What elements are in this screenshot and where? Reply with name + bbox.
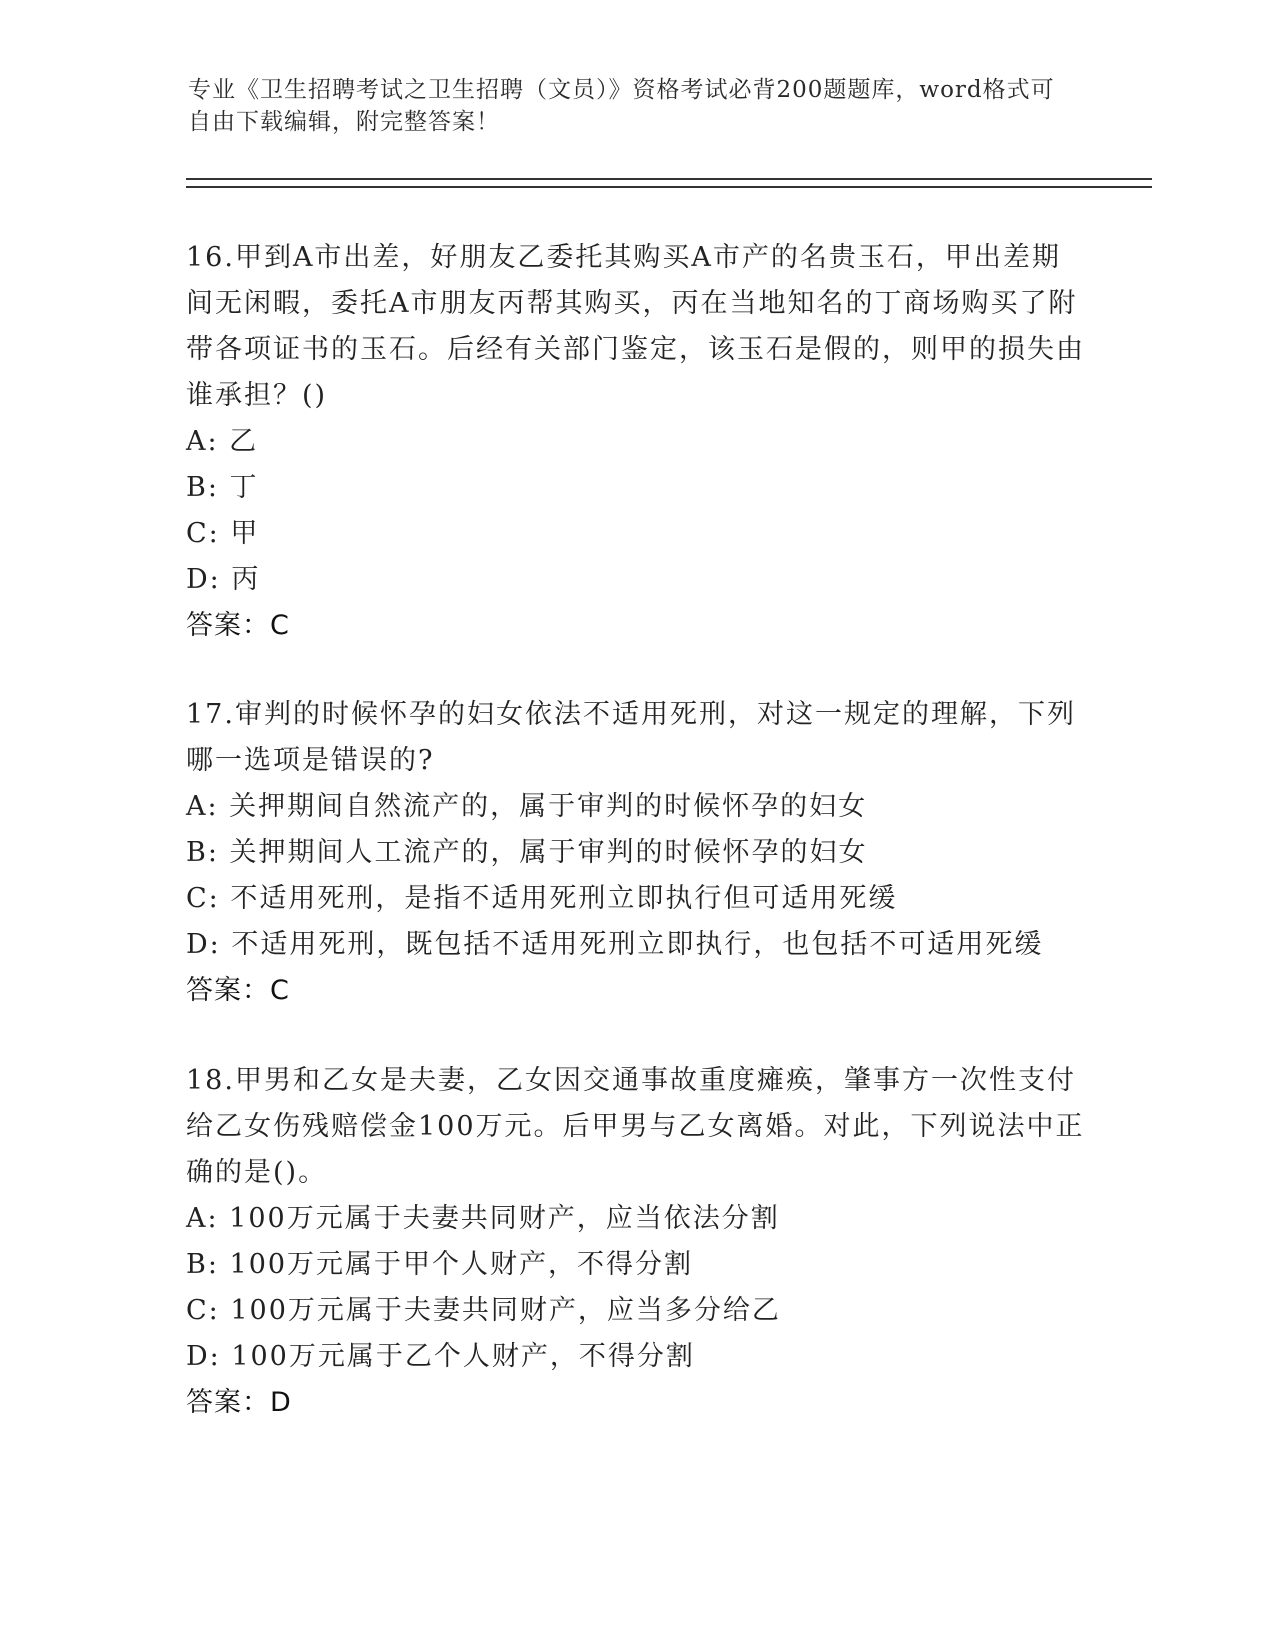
header-divider	[186, 178, 1152, 188]
answer-label: 答案：C	[186, 610, 290, 641]
question-block	[186, 1058, 1086, 1426]
option-b: B: 丁	[186, 472, 259, 503]
answer-label: 答案：C	[186, 975, 290, 1006]
option-a: A: 100万元属于夫妻共同财产，应当依法分割	[186, 1203, 780, 1234]
question-stem: 17.审判的时候怀孕的妇女依法不适用死刑，对这一规定的理解，下列哪一选项是错误的?	[186, 699, 1076, 776]
option-b: B: 关押期间人工流产的，属于审判的时候怀孕的妇女	[186, 837, 868, 868]
question-stem: 18.甲男和乙女是夫妻，乙女因交通事故重度瘫痪，肇事方一次性支付给乙女伤残赔偿金100万元。后甲男与乙女离婚。对此，下列说法中正确的是()。	[186, 1065, 1085, 1188]
option-d: D: 不适用死刑，既包括不适用死刑立即执行，也包括不可适用死缓	[186, 929, 1044, 960]
option-d: D: 100万元属于乙个人财产，不得分割	[186, 1341, 695, 1372]
option-a: A: 乙	[186, 426, 259, 457]
option-c: C: 100万元属于夫妻共同财产，应当多分给乙	[186, 1295, 781, 1326]
option-d: D: 丙	[186, 564, 261, 595]
question-block	[186, 692, 1086, 1014]
answer-label: 答案：D	[186, 1387, 292, 1418]
document-header: 专业《卫生招聘考试之卫生招聘（文员）》资格考试必背200题题库，word格式可自由下载编辑，附完整答案！	[188, 77, 1055, 135]
option-a: A: 关押期间自然流产的，属于审判的时候怀孕的妇女	[186, 791, 868, 822]
question-block	[186, 235, 1086, 649]
question-stem: 16.甲到A市出差，好朋友乙委托其购买A市产的名贵玉石，甲出差期间无闲暇，委托A市朋友丙帮其购买，丙在当地知名的丁商场购买了附带各项证书的玉石。后经有关部门鉴定，该玉石是假的，则甲的损失由谁承担？()	[186, 242, 1085, 411]
option-c: C: 甲	[186, 518, 260, 549]
option-c: C: 不适用死刑，是指不适用死刑立即执行但可适用死缓	[186, 883, 898, 914]
option-b: B: 100万元属于甲个人财产，不得分割	[186, 1249, 694, 1280]
